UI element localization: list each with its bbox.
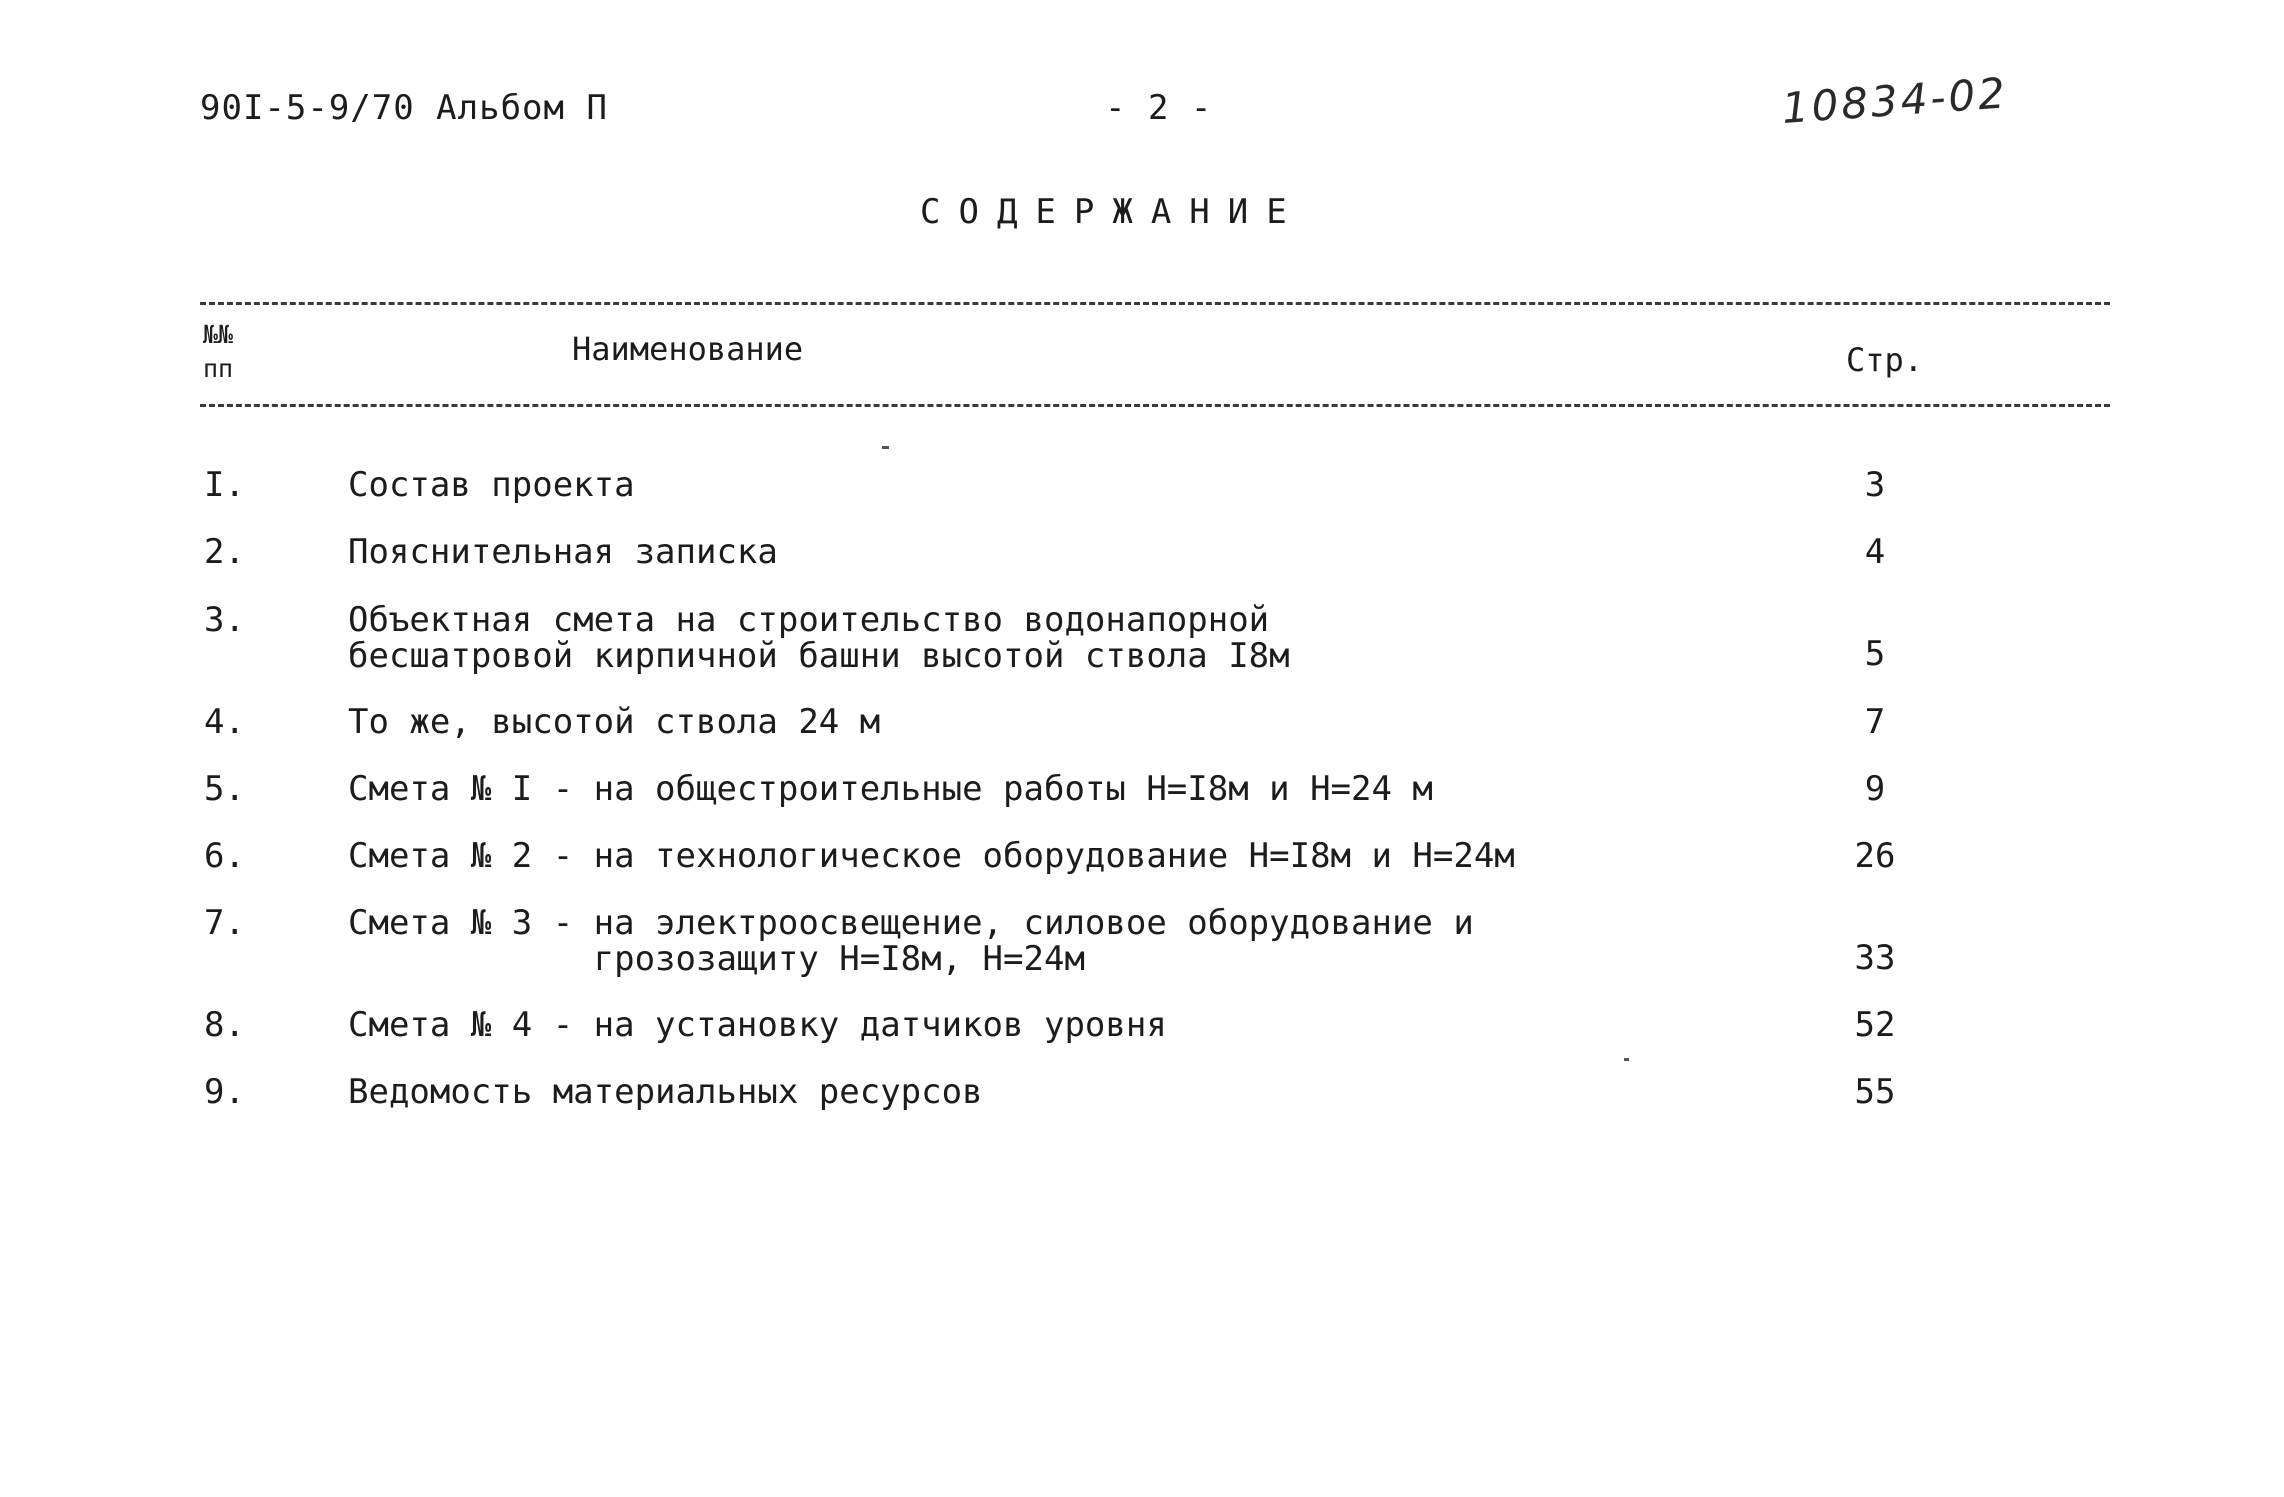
table-header-dashed-rule bbox=[200, 404, 2110, 407]
row-number: 5. bbox=[204, 769, 245, 809]
table-top-dashed-rule bbox=[200, 302, 2110, 305]
row-number: I. bbox=[204, 465, 245, 505]
row-page: 55 bbox=[1854, 1072, 1896, 1112]
row-title: Состав проекта bbox=[348, 465, 635, 505]
row-page: 5 bbox=[1864, 634, 1886, 674]
row-title: Смета № I - на общестроительные работы Н=I8м и Н=24 м bbox=[348, 769, 1433, 809]
row-number: 6. bbox=[204, 836, 245, 876]
scan-speck bbox=[882, 446, 889, 449]
column-header-name: Наименование bbox=[572, 330, 804, 368]
row-page: 3 bbox=[1864, 465, 1886, 505]
row-number: 9. bbox=[204, 1072, 245, 1112]
archive-number-handwritten: 10834-02 bbox=[1780, 68, 2010, 133]
scan-speck bbox=[1624, 1058, 1629, 1061]
row-page: 33 bbox=[1854, 938, 1896, 978]
row-title: Объектная смета на строительство водонапорной бесшатровой кирпичной башни высотой ствола I8м bbox=[348, 600, 1290, 676]
document-code: 90I-5-9/70 Альбом П bbox=[200, 88, 608, 128]
row-page: 9 bbox=[1864, 769, 1886, 809]
row-page: 7 bbox=[1864, 702, 1886, 742]
column-header-number bbox=[203, 318, 233, 386]
row-number: 4. bbox=[204, 702, 245, 742]
column-header-number-line2: пп bbox=[203, 354, 234, 383]
row-title: То же, высотой ствола 24 м bbox=[348, 702, 881, 742]
row-number: 8. bbox=[204, 1005, 245, 1045]
page-number: - 2 - bbox=[1105, 88, 1213, 128]
row-title: Ведомость материальных ресурсов bbox=[348, 1072, 983, 1112]
row-page: 52 bbox=[1854, 1005, 1896, 1045]
row-title: Смета № 4 - на установку датчиков уровня bbox=[348, 1005, 1167, 1045]
row-number: 7. bbox=[204, 903, 245, 943]
row-page: 26 bbox=[1854, 836, 1896, 876]
column-header-number-line1: №№ bbox=[203, 320, 234, 349]
column-header-page: Стр. bbox=[1846, 341, 1924, 379]
row-title: Смета № 2 - на технологическое оборудование Н=I8м и Н=24м bbox=[348, 836, 1515, 876]
row-page: 4 bbox=[1864, 532, 1886, 572]
row-number: 3. bbox=[204, 600, 245, 640]
row-title: Смета № 3 - на электроосвещение, силовое оборудование и грозозащиту Н=I8м, Н=24м bbox=[348, 903, 1474, 979]
row-number: 2. bbox=[204, 532, 245, 572]
page-title: СОДЕРЖАНИЕ bbox=[920, 192, 1305, 232]
row-title: Пояснительная записка bbox=[348, 532, 778, 572]
